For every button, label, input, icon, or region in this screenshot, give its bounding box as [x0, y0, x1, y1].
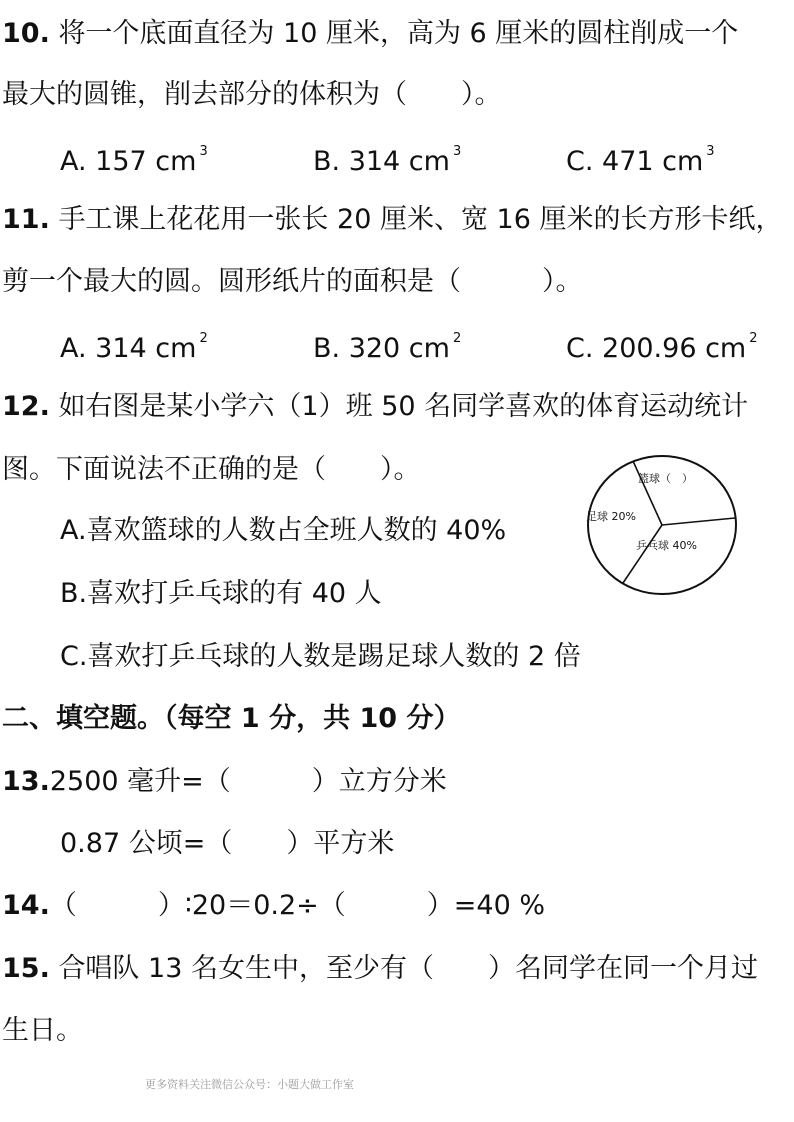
q13-line1: [2, 768, 447, 795]
q13-text-1: 2500 毫升=（ ）立方分米: [49, 766, 447, 797]
q10-line1: [2, 20, 738, 47]
q15-line2: 生日。: [2, 1015, 83, 1046]
sports-pie-chart: [584, 452, 740, 598]
q13-line2: 0.87 公顷=（ ）平方米: [60, 828, 395, 859]
q12-option-b[interactable]: B.喜欢打乒乓球的有 40 人: [60, 578, 382, 609]
q10-option-a-text: A. 157 cm: [60, 146, 197, 177]
q10-line2: 最大的圆锥，削去部分的体积为（ ）。: [2, 79, 502, 110]
q12-option-a[interactable]: A.喜欢篮球的人数占全班人数的 40%: [60, 515, 507, 546]
q11-option-c[interactable]: [566, 332, 758, 362]
q11-number: 11.: [2, 204, 50, 235]
q10-option-b[interactable]: [313, 145, 461, 175]
q12-line2: 图。下面说法不正确的是（ ）。: [2, 454, 421, 485]
q11-option-c-sup: 2: [749, 331, 758, 346]
q11-line1: [2, 206, 782, 233]
q11-option-a-text: A. 314 cm: [60, 333, 197, 364]
q12-number: 12.: [2, 391, 50, 422]
q10-number: 10.: [2, 18, 50, 49]
q11-option-b[interactable]: [313, 332, 461, 362]
q11-text-1: 手工课上花花用一张长 20 厘米、宽 16 厘米的长方形卡纸，: [58, 204, 783, 235]
q10-text-1: 将一个底面直径为 10 厘米，高为 6 厘米的圆柱削成一个: [58, 18, 739, 49]
q10-option-b-text: B. 314 cm: [313, 146, 450, 177]
pie-label-football: 足球 20%: [586, 510, 636, 523]
q10-option-a-sup: 3: [199, 144, 208, 159]
q10-option-a[interactable]: [60, 145, 208, 175]
q14-line1: [2, 892, 545, 919]
q10-option-c-text: C. 471 cm: [566, 146, 704, 177]
q12-line1: [2, 393, 748, 420]
q13-number: 13.: [2, 766, 50, 797]
q12-text-1: 如右图是某小学六（1）班 50 名同学喜欢的体育运动统计: [58, 391, 749, 422]
q11-option-b-text: B. 320 cm: [313, 333, 450, 364]
q11-option-a[interactable]: [60, 332, 208, 362]
q11-option-b-sup: 2: [452, 331, 462, 346]
pie-label-pingpong: 乒乓球 40%: [636, 539, 697, 552]
q10-option-c-sup: 3: [706, 144, 715, 159]
pie-label-basketball: 篮球（ ）: [638, 472, 693, 485]
footer-watermark: 更多资料关注微信公众号：小题大做工作室: [145, 1078, 354, 1091]
q15-number: 15.: [2, 953, 50, 984]
q10-option-c[interactable]: [566, 145, 715, 175]
q14-number: 14.: [2, 890, 50, 921]
q11-line2: 剪一个最大的圆。圆形纸片的面积是（ ）。: [2, 266, 583, 297]
section-2-title: 二、填空题。（每空 1 分，共 10 分）: [2, 703, 461, 734]
q12-option-c[interactable]: C.喜欢打乒乓球的人数是踢足球人数的 2 倍: [60, 641, 581, 672]
q11-option-c-text: C. 200.96 cm: [566, 333, 747, 364]
q10-option-b-sup: 3: [452, 144, 462, 159]
q15-text-1: 合唱队 13 名女生中，至少有（ ）名同学在同一个月过: [58, 953, 758, 984]
q15-line1: [2, 955, 758, 982]
q14-text-1: （ ）∶20＝0.2÷（ ）=40 %: [49, 890, 546, 921]
q11-option-a-sup: 2: [199, 331, 208, 346]
